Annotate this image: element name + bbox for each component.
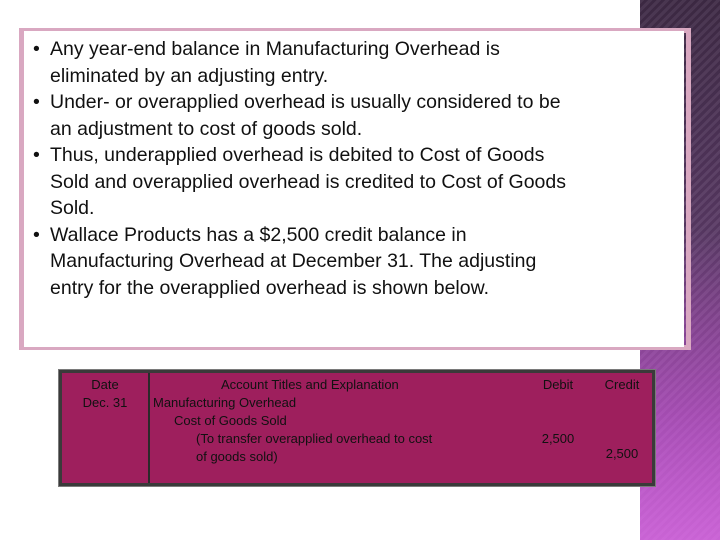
entry-date: Dec. 31 xyxy=(82,395,128,410)
bullet-dot: • xyxy=(33,144,40,166)
bullet-item xyxy=(30,222,692,302)
credit-amount: 2,500 xyxy=(605,446,639,461)
credit-account: Cost of Goods Sold xyxy=(174,413,287,428)
bullet-line: entry for the overapplied overhead is shown below. xyxy=(50,276,490,299)
account-column xyxy=(153,376,513,466)
credit-column xyxy=(592,376,652,394)
date-column xyxy=(62,376,148,412)
bullet-item xyxy=(30,89,692,142)
bullet-line: Sold. xyxy=(50,197,95,219)
date-header: Date xyxy=(91,377,119,392)
bullet-dot: • xyxy=(33,38,40,60)
bullet-item xyxy=(30,142,692,222)
debit-amount-cell xyxy=(528,430,588,448)
column-divider xyxy=(148,373,150,483)
bullet-line: Thus, underapplied overhead is debited to Cost of Goods xyxy=(50,144,545,166)
bullet-line: eliminated by an adjusting entry. xyxy=(50,64,329,87)
bullet-dot: • xyxy=(33,91,40,113)
debit-column xyxy=(528,376,588,394)
bullet-dot: • xyxy=(33,223,40,246)
explanation-line: of goods sold) xyxy=(196,449,278,464)
journal-entry-table xyxy=(59,370,655,486)
bullet-line: Any year-end balance in Manufacturing Overhead is xyxy=(50,38,500,60)
bullet-item xyxy=(30,36,692,89)
bullet-line: Sold and overapplied overhead is credited to Cost of Goods xyxy=(50,170,566,193)
credit-header: Credit xyxy=(604,377,640,392)
credit-amount-cell xyxy=(592,445,652,463)
bullet-line: an adjustment to cost of goods sold. xyxy=(50,117,363,140)
debit-account: Manufacturing Overhead xyxy=(153,395,297,410)
bullet-line: Wallace Products has a $2,500 credit balance in xyxy=(50,223,467,246)
explanation-line: (To transfer overapplied overhead to cost xyxy=(196,431,433,446)
bullet-list xyxy=(30,36,692,301)
debit-amount: 2,500 xyxy=(541,431,575,446)
debit-header: Debit xyxy=(542,377,574,392)
bullet-line: Manufacturing Overhead at December 31. The adjusting xyxy=(50,250,537,272)
account-header: Account Titles and Explanation xyxy=(221,377,399,392)
bullet-line: Under- or overapplied overhead is usually considered to be xyxy=(50,91,561,113)
